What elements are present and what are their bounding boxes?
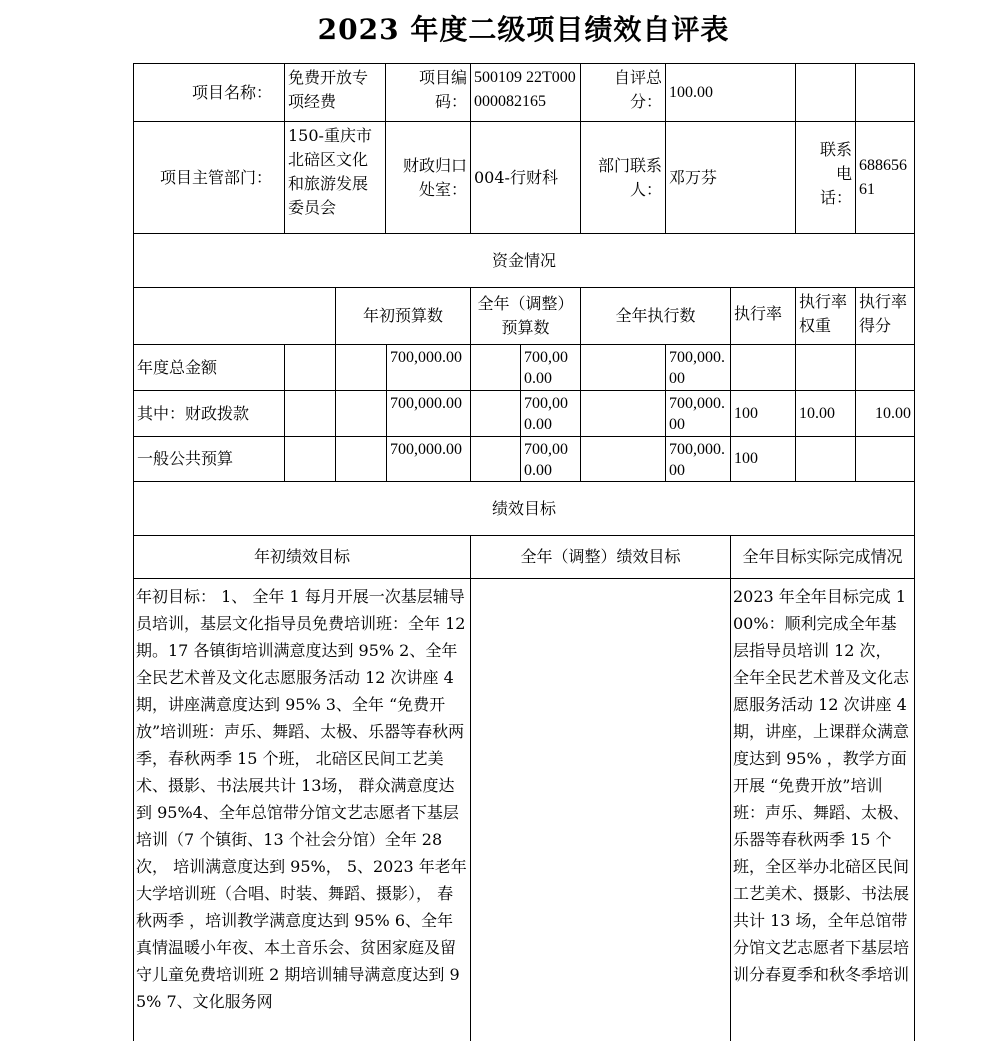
col-executed: 全年执行数: [580, 287, 730, 344]
funds-executed: 700,000.00: [665, 390, 730, 436]
funds-executed: 700,000.00: [665, 344, 730, 390]
empty-cell: [133, 287, 335, 344]
dept-value: 150-重庆市北碚区文化和旅游发展委员会: [284, 121, 385, 233]
page-title: 2023 年度二级项目绩效自评表: [317, 13, 730, 46]
empty-cell: [284, 344, 335, 390]
funds-adjusted: 700,000.00: [520, 344, 580, 390]
empty-cell: [284, 390, 335, 436]
col-perf-adjusted: 全年（调整）绩效目标: [470, 535, 730, 578]
funds-initial: 700,000.00: [386, 390, 470, 436]
col-rate: 执行率: [730, 287, 795, 344]
funds-row-label: 年度总金额: [133, 344, 284, 390]
perf-actual-text: 2023 年全年目标完成 100%：顺利完成全年基层指导员培训 12 次， 全年全民艺术普及文化志愿服务活动 12 次讲座 4 期，讲座，上课群众满意度达到 95% ，教学方面开展 “免费开放”培训班：声乐、舞蹈、太极、乐器等春秋两季 15 个班，全区举办北碚区民间工艺美术、摄影、书法展共计 13 场，全年总馆带分馆文艺志愿者下基层培训分春夏季和秋冬季培训: [730, 578, 915, 1041]
perf-initial-text: 年初目标： 1、 全年 1 每月开展一次基层辅导员培训，基层文化指导员免费培训班：全年 12 期。17 各镇街培训满意度达到 95% 2、全年全民艺术普及文化志愿服务活动 12 次讲座 4 期，讲座满意度达到 95% 3、全年 “免费开放”培训班：声乐、舞蹈、太极、乐器等春秋两季，春秋两季 15 个班， 北碚区民间工艺美术、摄影、书法展共计 13场， 群众满意度达到 95%4、全年总馆带分馆文艺志愿者下基层培训（7 个镇街、13 个社会分馆）全年 28 次， 培训满意度达到 95%， 5、2023 年老年大学培训班（合唱、时装、舞蹈、摄影）， 春秋两季 ，培训教学满意度达到 95% 6、全年真情温暖小年夜、本土音乐会、贫困家庭及留守儿童免费培训班 2 期培训辅导满意度达到 95% 7、文化服务网: [133, 578, 470, 1041]
contact-value: 邓万芬: [665, 121, 795, 233]
finance-value: 004-行财科: [470, 121, 580, 233]
funds-initial: 700,000.00: [386, 344, 470, 390]
col-initial-budget: 年初预算数: [335, 287, 470, 344]
funds-rate: 100: [730, 436, 795, 481]
empty-cell: [855, 63, 915, 121]
project-code-value: 500109 22T000000082165: [470, 63, 580, 121]
funds-score: [855, 344, 915, 390]
empty-cell: [580, 390, 665, 436]
funds-row-label: 其中：财政拨款: [133, 390, 284, 436]
col-perf-initial: 年初绩效目标: [133, 535, 470, 578]
perf-section-header: 绩效目标: [133, 481, 915, 535]
phone-value: 68865661: [855, 121, 915, 233]
project-name-label: 项目名称：: [133, 63, 284, 121]
empty-cell: [335, 436, 386, 481]
funds-executed: 700,000.00: [665, 436, 730, 481]
empty-cell: [335, 390, 386, 436]
funds-row-label: 一般公共预算: [133, 436, 284, 481]
col-adjusted-budget: 全年（调整）预算数: [470, 287, 580, 344]
empty-cell: [284, 436, 335, 481]
funds-weight: [795, 436, 855, 481]
funds-adjusted: 700,000.00: [520, 436, 580, 481]
funds-weight: [795, 344, 855, 390]
self-score-value: 100.00: [665, 63, 795, 121]
empty-cell: [470, 436, 520, 481]
empty-cell: [795, 63, 855, 121]
empty-cell: [470, 344, 520, 390]
project-name-value: 免费开放专项经费: [284, 63, 385, 121]
perf-adjusted-text: [470, 578, 730, 1041]
funds-section-header: 资金情况: [133, 233, 915, 287]
funds-rate: 100: [730, 390, 795, 436]
funds-weight: 10.00: [795, 390, 855, 436]
empty-cell: [580, 344, 665, 390]
funds-adjusted: 700,000.00: [520, 390, 580, 436]
funds-score: 10.00: [855, 390, 915, 436]
col-perf-actual: 全年目标实际完成情况: [730, 535, 915, 578]
funds-rate: [730, 344, 795, 390]
project-code-label: 项目编码：: [385, 63, 470, 121]
empty-cell: [470, 390, 520, 436]
funds-initial: 700,000.00: [386, 436, 470, 481]
dept-label: 项目主管部门：: [133, 121, 284, 233]
contact-label: 部门联系人：: [580, 121, 665, 233]
col-weight: 执行率权重: [795, 287, 855, 344]
empty-cell: [580, 436, 665, 481]
self-score-label: 自评总分：: [580, 63, 665, 121]
phone-label: 联系电话：: [795, 121, 855, 233]
finance-label: 财政归口处室：: [385, 121, 470, 233]
evaluation-table: [133, 63, 915, 1041]
empty-cell: [335, 344, 386, 390]
col-score: 执行率得分: [855, 287, 915, 344]
funds-score: [855, 436, 915, 481]
